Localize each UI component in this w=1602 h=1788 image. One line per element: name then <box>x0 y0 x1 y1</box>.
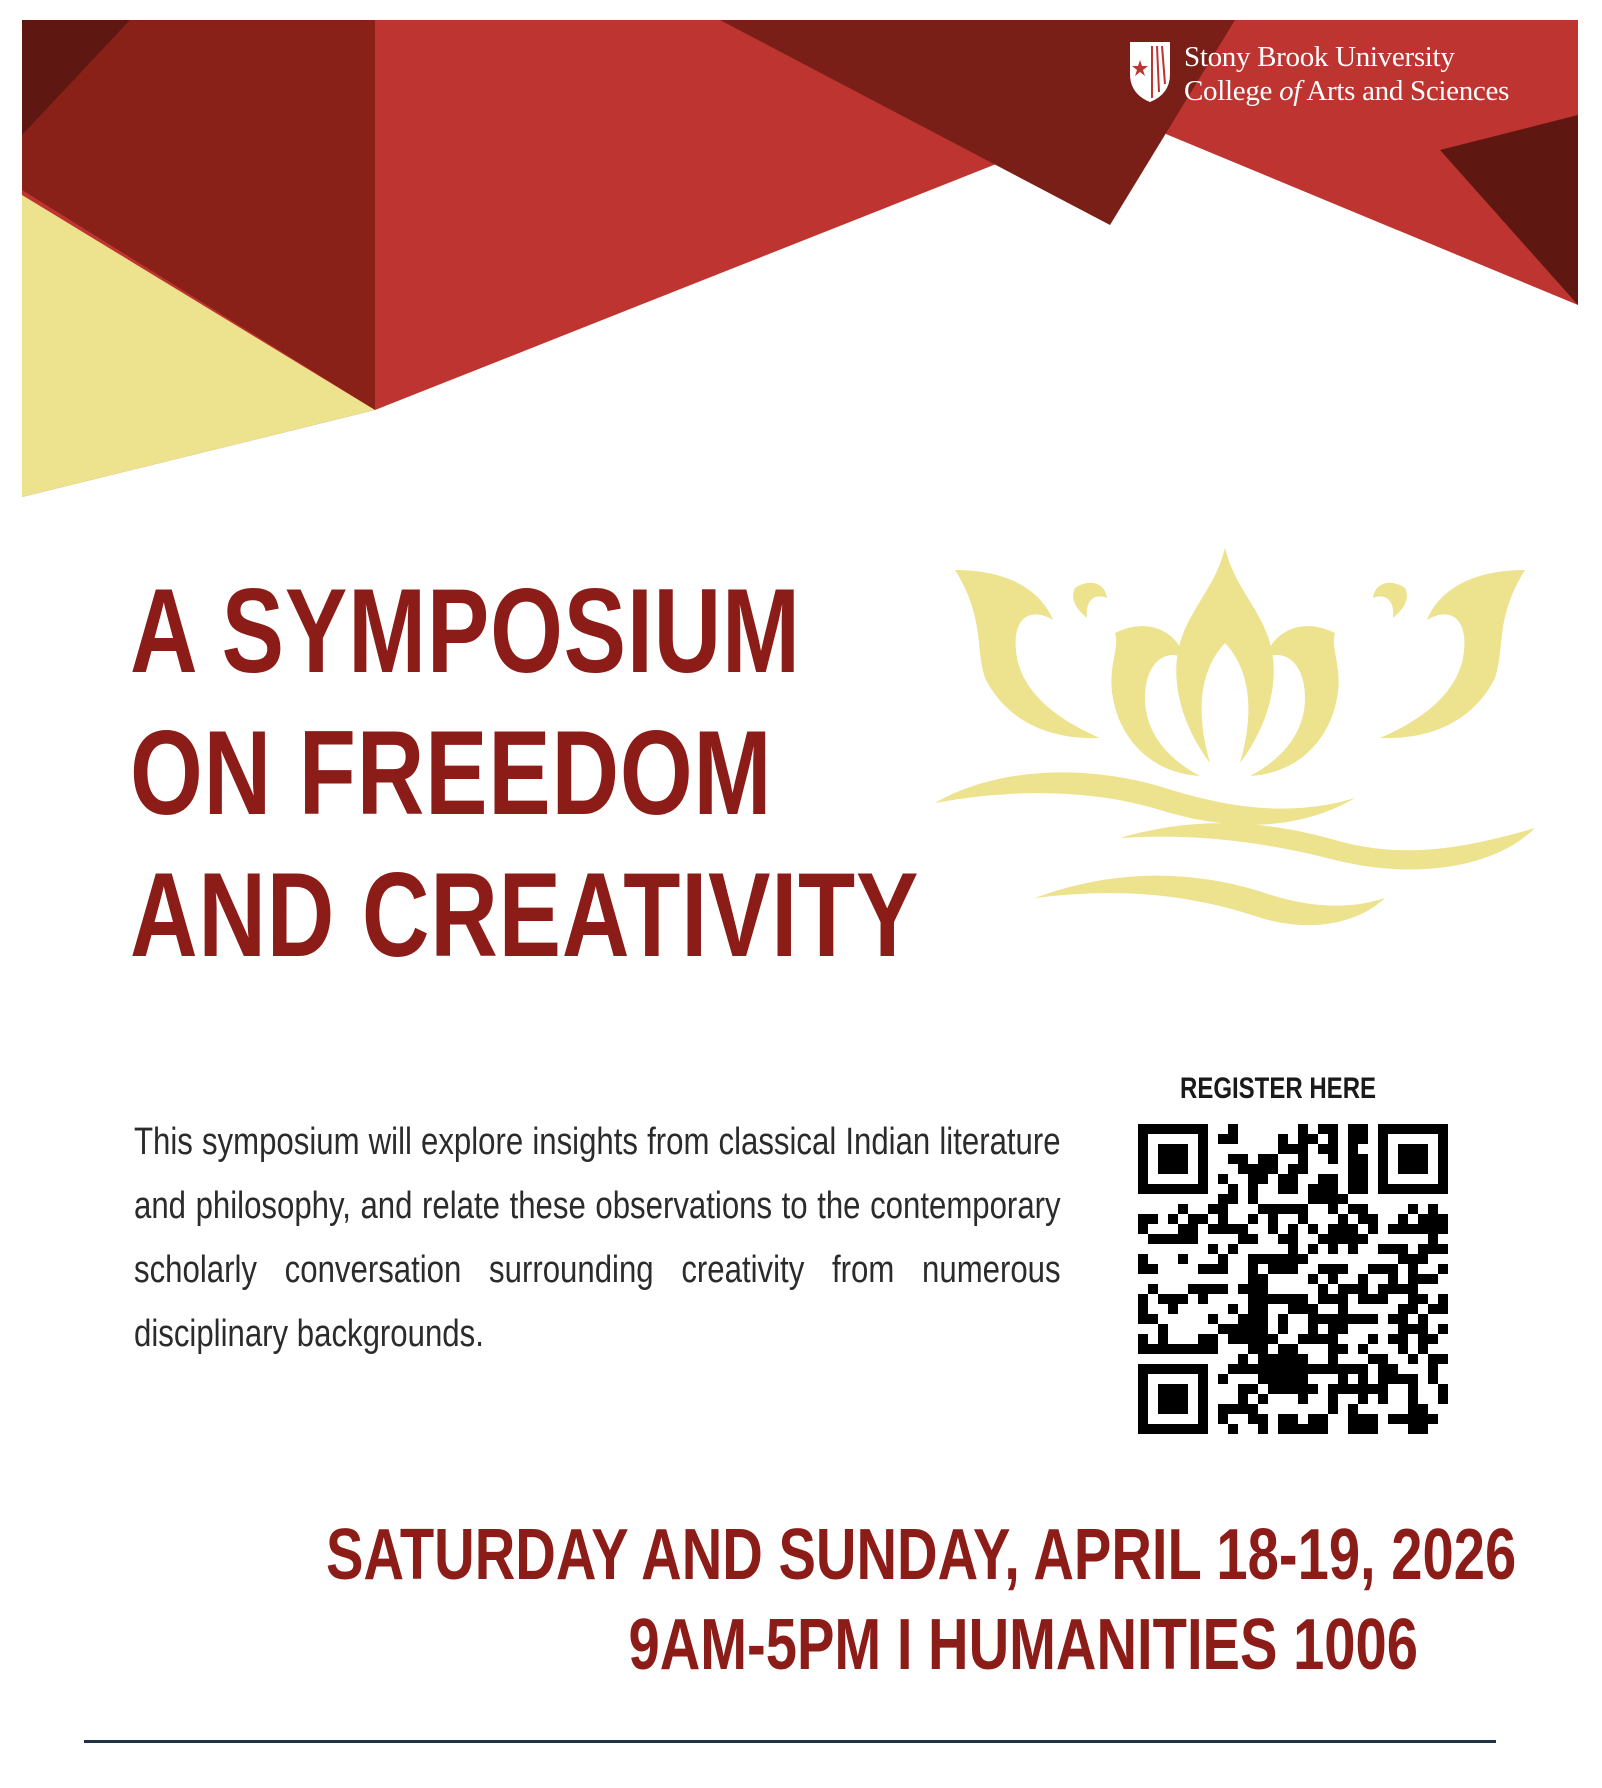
title-line-2: ON FREEDOM <box>130 706 773 840</box>
university-name: Stony Brook University <box>1184 41 1455 73</box>
event-dates: SATURDAY AND SUNDAY, APRIL 18-19, 2026 <box>326 1515 1517 1595</box>
register-label: REGISTER HERE <box>1180 1072 1377 1105</box>
college-suffix: Arts and Sciences <box>1301 75 1510 107</box>
event-description: This symposium will explore insights from classical Indian literature and philosophy, and relate these observations to the contemporary scholarly conversation surrounding creativity from numerous disciplinary backgrounds. <box>134 1121 1061 1355</box>
lotus-icon <box>935 548 1545 968</box>
college-name <box>1184 74 1509 108</box>
registration-qr-code[interactable] <box>1138 1124 1448 1434</box>
event-details <box>18 1510 1517 1690</box>
shield-icon <box>1128 40 1172 104</box>
event-time-location: 9AM-5PM I HUMANITIES 1006 <box>628 1605 1418 1685</box>
college-of: of <box>1279 75 1302 107</box>
footer-divider <box>84 1740 1496 1743</box>
event-title <box>130 560 920 986</box>
college-prefix: College <box>1184 75 1280 107</box>
title-line-3: AND CREATIVITY <box>130 848 920 982</box>
logo-wordmark <box>1184 40 1509 108</box>
university-logo[interactable] <box>1128 40 1568 130</box>
title-line-1: A SYMPOSIUM <box>130 564 801 698</box>
